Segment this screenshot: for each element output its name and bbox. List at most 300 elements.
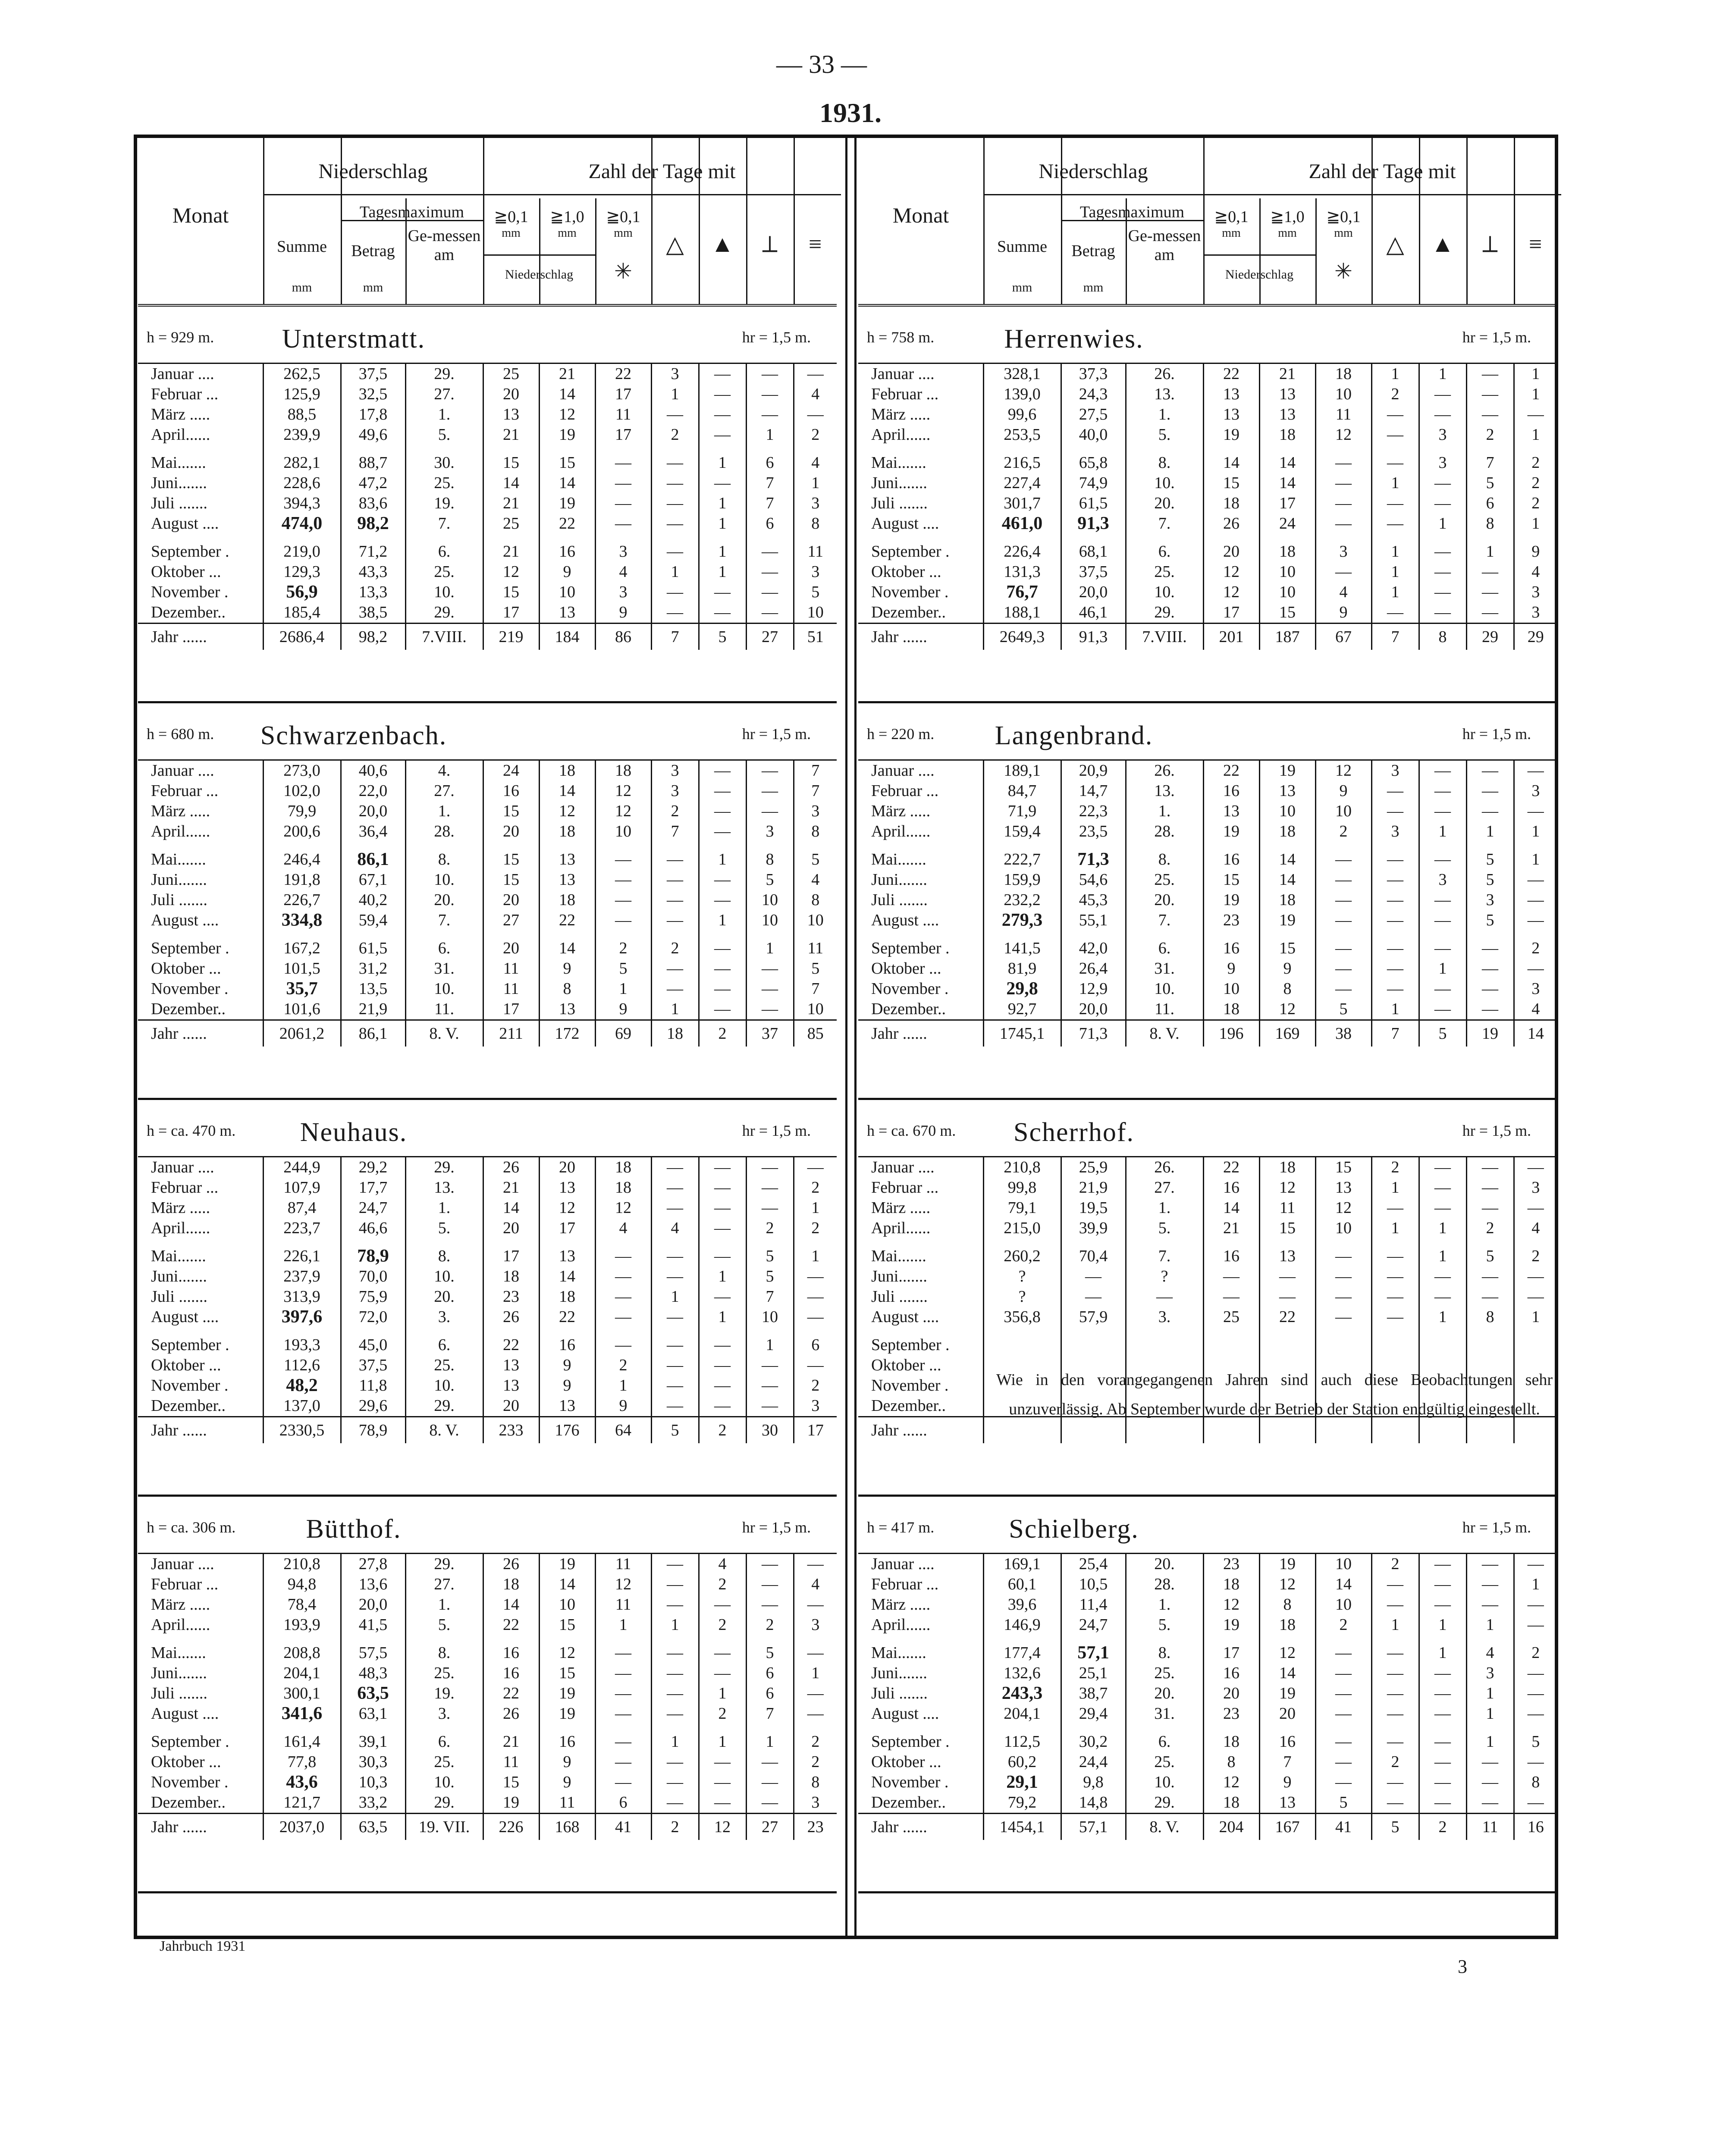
value-cell: 21: [1259, 364, 1315, 384]
value-cell: —: [1466, 364, 1514, 384]
value-cell: 22: [539, 1307, 595, 1327]
value-cell: [1466, 1327, 1514, 1355]
value-cell: 10: [1315, 1554, 1371, 1574]
value-cell: 29,6: [341, 1396, 405, 1417]
value-cell: 26.: [1126, 761, 1203, 781]
value-cell: 39,9: [1061, 1218, 1126, 1238]
ge01-label: ≧0,1: [1326, 208, 1361, 226]
value-cell: 9: [595, 602, 651, 624]
value-cell: 13: [1259, 781, 1315, 801]
value-cell: 94,8: [263, 1574, 341, 1595]
value-cell: 14: [483, 473, 539, 493]
month-cell: März .....: [871, 1595, 931, 1614]
month-cell: Oktober ...: [871, 563, 941, 581]
table-row: [858, 801, 1557, 821]
value-cell: 18: [1203, 493, 1259, 514]
value-cell: 12: [595, 1198, 651, 1218]
month-cell: April......: [151, 426, 210, 444]
value-cell: 5: [595, 959, 651, 979]
value-cell: 9: [1315, 781, 1371, 801]
value-cell: 146,9: [983, 1615, 1061, 1635]
value-cell: 227,4: [983, 473, 1061, 493]
value-cell: —: [1315, 1752, 1371, 1772]
station-header: [138, 307, 837, 364]
mm-label: mm: [1334, 226, 1353, 240]
table-row: [138, 1554, 837, 1574]
value-cell: —: [651, 1772, 699, 1792]
value-cell: —: [1371, 979, 1419, 999]
value-cell: 1: [1514, 1307, 1557, 1327]
value-cell: —: [595, 1266, 651, 1287]
value-cell: —: [1371, 1792, 1419, 1814]
value-cell: —: [1466, 404, 1514, 425]
value-cell: 18: [1259, 1157, 1315, 1178]
month-cell: Februar ...: [151, 1178, 219, 1197]
header-vline: [539, 198, 540, 304]
value-cell: —: [699, 1396, 746, 1417]
value-cell: 30: [746, 1417, 794, 1444]
value-cell: 4: [794, 1574, 837, 1595]
value-cell: 41: [1315, 1814, 1371, 1840]
value-cell: 1: [1371, 999, 1419, 1020]
value-cell: —: [1315, 842, 1371, 870]
value-cell: 1: [746, 1327, 794, 1355]
value-cell: 17: [794, 1417, 837, 1444]
value-cell: 22: [1259, 1307, 1315, 1327]
month-cell: November .: [151, 583, 229, 601]
month-cell: Februar ...: [871, 1178, 939, 1197]
value-cell: 4: [794, 445, 837, 473]
value-cell: 5: [746, 1266, 794, 1287]
value-cell: —: [1466, 1752, 1514, 1772]
niederschlag-small: Niederschlag: [1225, 267, 1294, 282]
table-row: [138, 404, 837, 425]
value-cell: 25,4: [1061, 1554, 1126, 1574]
ge10-label: ≧1,0: [1270, 208, 1305, 226]
value-cell: 20,0: [341, 1595, 405, 1615]
value-cell: —: [1203, 1287, 1259, 1307]
table-row: [858, 1663, 1557, 1683]
value-cell: 10.: [405, 979, 483, 999]
value-cell: —: [1419, 1724, 1466, 1752]
value-cell: 17: [595, 384, 651, 404]
value-cell: —: [651, 1635, 699, 1663]
value-cell: 8.: [405, 842, 483, 870]
value-cell: 29.: [405, 1792, 483, 1814]
value-cell: 3: [1371, 761, 1419, 781]
value-cell: —: [595, 842, 651, 870]
table-row: [858, 534, 1557, 562]
value-cell: 3: [746, 821, 794, 842]
value-cell: 18: [595, 1178, 651, 1198]
filled-triangle-icon: ▲: [1431, 231, 1454, 257]
month-cell: September .: [871, 542, 950, 561]
month-cell: Februar ...: [151, 385, 219, 403]
value-cell: 24: [1259, 514, 1315, 534]
value-cell: 12: [595, 1574, 651, 1595]
value-cell: 75,9: [341, 1287, 405, 1307]
value-cell: 18: [1259, 890, 1315, 910]
value-cell: 25: [483, 514, 539, 534]
value-cell: 23: [1203, 910, 1259, 931]
value-cell: 77,8: [263, 1752, 341, 1772]
value-cell: 137,0: [263, 1396, 341, 1417]
value-cell: 29.: [405, 1554, 483, 1574]
value-cell: 40,2: [341, 890, 405, 910]
value-cell: —: [595, 445, 651, 473]
value-cell: 11: [483, 1752, 539, 1772]
month-cell: Dezember..: [151, 1397, 226, 1415]
value-cell: 26: [483, 1157, 539, 1178]
value-cell: —: [699, 1355, 746, 1376]
value-cell: 22: [1203, 761, 1259, 781]
value-cell: 29,2: [341, 1157, 405, 1178]
value-cell: 16: [1203, 842, 1259, 870]
value-cell: 12: [1203, 562, 1259, 582]
value-cell: 8. V.: [405, 1020, 483, 1047]
value-cell: 16: [1203, 1178, 1259, 1198]
value-cell: 16: [483, 781, 539, 801]
value-cell: —: [651, 1355, 699, 1376]
value-cell: 76,7: [983, 582, 1061, 602]
value-cell: 1: [1466, 1704, 1514, 1724]
value-cell: 13: [539, 870, 595, 890]
value-cell: 1: [746, 425, 794, 445]
value-cell: 201: [1203, 624, 1259, 650]
value-cell: 11.: [405, 999, 483, 1020]
value-cell: —: [746, 761, 794, 781]
value-cell: 15: [483, 801, 539, 821]
value-cell: 6: [746, 1683, 794, 1704]
value-cell: 5: [1371, 1814, 1419, 1840]
value-cell: 112,6: [263, 1355, 341, 1376]
station-name: Schwarzenbach.: [260, 721, 447, 750]
fog-icon: ≡: [1528, 231, 1542, 257]
value-cell: —: [651, 1307, 699, 1327]
station-note: Wie in den vorangegangenen Jahren sind auch diese Beobachtungen sehr unzuverlässig. Ab September wurde der Betrieb der Station endgültig eingestellt.: [996, 1371, 1553, 1418]
value-cell: 2: [1514, 1635, 1557, 1663]
value-cell: 43,6: [263, 1772, 341, 1792]
value-cell: 3: [651, 781, 699, 801]
value-cell: —: [746, 1574, 794, 1595]
value-cell: 38,7: [1061, 1683, 1126, 1704]
value-cell: 1: [1419, 1307, 1466, 1327]
value-cell: 19: [1203, 425, 1259, 445]
value-cell: 223,7: [263, 1218, 341, 1238]
value-cell: 24: [483, 761, 539, 781]
table-row: [858, 624, 1557, 650]
value-cell: 33,2: [341, 1792, 405, 1814]
value-cell: 40,0: [1061, 425, 1126, 445]
value-cell: [1315, 1327, 1371, 1355]
value-cell: 2: [746, 1615, 794, 1635]
table-row: [858, 1814, 1557, 1840]
value-cell: 12: [1259, 1178, 1315, 1198]
value-cell: 2: [1466, 425, 1514, 445]
value-cell: —: [1371, 801, 1419, 821]
value-cell: 6.: [405, 931, 483, 959]
value-cell: 244,9: [263, 1157, 341, 1178]
value-cell: 15: [483, 870, 539, 890]
value-cell: 15: [1203, 870, 1259, 890]
table-row: [858, 999, 1557, 1020]
value-cell: 2: [699, 1417, 746, 1444]
value-cell: 1: [1514, 1574, 1557, 1595]
value-cell: 11: [794, 534, 837, 562]
value-cell: —: [746, 364, 794, 384]
value-cell: 29.: [405, 602, 483, 624]
value-cell: 341,6: [263, 1704, 341, 1724]
value-cell: —: [794, 1287, 837, 1307]
value-cell: 20,0: [341, 801, 405, 821]
value-cell: 14: [1514, 1020, 1557, 1047]
value-cell: —: [595, 870, 651, 890]
value-cell: 1: [1371, 534, 1419, 562]
value-cell: 25.: [1126, 1752, 1203, 1772]
value-cell: 1: [794, 1198, 837, 1218]
betrag-label: Betrag: [351, 242, 395, 260]
value-cell: 29.: [405, 1157, 483, 1178]
value-cell: —: [699, 999, 746, 1020]
value-cell: —: [651, 910, 699, 931]
value-cell: —: [1466, 562, 1514, 582]
table-row: [138, 1595, 837, 1615]
value-cell: 25.: [1126, 870, 1203, 890]
value-cell: 32,5: [341, 384, 405, 404]
value-cell: 4.: [405, 761, 483, 781]
value-cell: —: [1514, 404, 1557, 425]
value-cell: 253,5: [983, 425, 1061, 445]
value-cell: —: [651, 1574, 699, 1595]
value-cell: 20.: [1126, 890, 1203, 910]
table-row: [858, 1307, 1557, 1327]
month-cell: Januar ....: [151, 1555, 214, 1573]
value-cell: 61,5: [341, 931, 405, 959]
value-cell: 21: [483, 1724, 539, 1752]
value-cell: 10: [794, 602, 837, 624]
value-cell: 1: [1419, 1218, 1466, 1238]
table-row: [858, 821, 1557, 842]
month-cell: Mai.......: [871, 850, 926, 868]
value-cell: 43,3: [341, 562, 405, 582]
table-row: [138, 473, 837, 493]
value-cell: 2: [1315, 1615, 1371, 1635]
month-cell: Juni.......: [871, 1664, 927, 1682]
value-cell: 2330,5: [263, 1417, 341, 1444]
value-cell: 19: [539, 1683, 595, 1704]
value-cell: 1: [699, 1683, 746, 1704]
value-cell: —: [794, 1704, 837, 1724]
value-cell: 169: [1259, 1020, 1315, 1047]
value-cell: 10: [794, 910, 837, 931]
value-cell: 1: [1371, 1178, 1419, 1198]
value-cell: —: [1466, 1198, 1514, 1218]
month-cell: Dezember..: [871, 603, 946, 621]
value-cell: —: [1419, 1683, 1466, 1704]
value-cell: 26: [483, 1307, 539, 1327]
value-cell: 5: [1466, 910, 1514, 931]
value-cell: 10: [746, 1307, 794, 1327]
value-cell: —: [1514, 1663, 1557, 1683]
summe-label: Summe: [997, 238, 1048, 256]
value-cell: —: [1315, 979, 1371, 999]
value-cell: 8: [1259, 979, 1315, 999]
value-cell: —: [746, 1772, 794, 1792]
value-cell: 193,9: [263, 1615, 341, 1635]
value-cell: 107,9: [263, 1178, 341, 1198]
value-cell: 13: [1203, 384, 1259, 404]
month-cell: Oktober ...: [151, 1356, 221, 1374]
table-row: [138, 1574, 837, 1595]
value-cell: 216,5: [983, 445, 1061, 473]
value-cell: 1: [1466, 1683, 1514, 1704]
value-cell: —: [651, 1157, 699, 1178]
value-cell: —: [1514, 1266, 1557, 1287]
header-vline: [1126, 198, 1127, 304]
value-cell: 226,4: [983, 534, 1061, 562]
value-cell: —: [651, 890, 699, 910]
table-row: [138, 1752, 837, 1772]
value-cell: 9: [539, 959, 595, 979]
value-cell: 1: [1371, 473, 1419, 493]
value-cell: 1: [1419, 1615, 1466, 1635]
value-cell: 4: [1514, 562, 1557, 582]
value-cell: 204,1: [983, 1704, 1061, 1724]
header-hline: [1061, 220, 1203, 221]
value-cell: —: [1419, 1198, 1466, 1218]
value-cell: —: [651, 1663, 699, 1683]
value-cell: —: [1466, 1574, 1514, 1595]
value-cell: 20.: [405, 1287, 483, 1307]
table-row: [138, 842, 837, 870]
table-row: [858, 425, 1557, 445]
value-cell: 19: [483, 1792, 539, 1814]
month-cell: September .: [151, 542, 229, 561]
value-cell: —: [1371, 1635, 1419, 1663]
gemessen-label: Ge-messen am: [1128, 227, 1201, 264]
value-cell: —: [699, 979, 746, 999]
month-cell: April......: [871, 822, 931, 840]
table-row: [138, 493, 837, 514]
table-row: [858, 1198, 1557, 1218]
value-cell: 13.: [1126, 384, 1203, 404]
value-cell: 18: [1315, 364, 1371, 384]
value-cell: —: [1466, 1287, 1514, 1307]
table-row: [858, 364, 1557, 384]
table-row: [138, 979, 837, 999]
value-cell: —: [651, 1792, 699, 1814]
value-cell: 15: [1203, 473, 1259, 493]
value-cell: 31,2: [341, 959, 405, 979]
value-cell: 1: [1371, 364, 1419, 384]
value-cell: 2: [1514, 931, 1557, 959]
value-cell: 14: [483, 1198, 539, 1218]
ge01-label: ≧0,1: [1214, 208, 1249, 226]
table-row: [858, 1752, 1557, 1772]
value-cell: 10: [1259, 801, 1315, 821]
value-cell: —: [699, 1327, 746, 1355]
month-cell: Juni.......: [871, 474, 927, 492]
value-cell: 57,1: [1061, 1814, 1126, 1840]
value-cell: 10: [595, 821, 651, 842]
value-cell: 8: [1466, 514, 1514, 534]
value-cell: 219: [483, 624, 539, 650]
value-cell: 64: [595, 1417, 651, 1444]
value-cell: 1: [1514, 821, 1557, 842]
value-cell: —: [699, 602, 746, 624]
value-cell: 17: [483, 999, 539, 1020]
value-cell: 2: [1419, 1814, 1466, 1840]
value-cell: —: [651, 1198, 699, 1218]
value-cell: 16: [1203, 1663, 1259, 1683]
value-cell: 6: [794, 1327, 837, 1355]
value-cell: —: [746, 1178, 794, 1198]
value-cell: 11: [483, 959, 539, 979]
value-cell: 11.: [1126, 999, 1203, 1020]
value-cell: 11: [595, 1554, 651, 1574]
table-row: [138, 959, 837, 979]
value-cell: 3: [1315, 534, 1371, 562]
value-cell: 172: [539, 1020, 595, 1047]
value-cell: 232,2: [983, 890, 1061, 910]
value-cell: 7.: [405, 910, 483, 931]
value-cell: 131,3: [983, 562, 1061, 582]
value-cell: —: [1466, 959, 1514, 979]
monat-label: Monat: [172, 203, 229, 227]
value-cell: 23,5: [1061, 821, 1126, 842]
value-cell: 1745,1: [983, 1020, 1061, 1047]
value-cell: 19.: [405, 1683, 483, 1704]
value-cell: 5: [1466, 842, 1514, 870]
value-cell: 461,0: [983, 514, 1061, 534]
station-hr: hr = 1,5 m.: [742, 329, 811, 346]
month-cell: Oktober ...: [151, 1753, 221, 1771]
value-cell: 12: [1315, 425, 1371, 445]
value-cell: 2: [1371, 1752, 1419, 1772]
station-block: [138, 703, 837, 1100]
header-hline: [1203, 254, 1315, 256]
value-cell: 1.: [405, 1198, 483, 1218]
value-cell: —: [1126, 1287, 1203, 1307]
value-cell: 5.: [1126, 1218, 1203, 1238]
value-cell: 11: [794, 931, 837, 959]
value-cell: 10: [1259, 582, 1315, 602]
value-cell: 5: [1466, 870, 1514, 890]
table-row: [138, 1724, 837, 1752]
value-cell: 70,4: [1061, 1238, 1126, 1266]
value-cell: 20,9: [1061, 761, 1126, 781]
header-vline: [746, 138, 747, 304]
value-cell: 37,5: [341, 1355, 405, 1376]
value-cell: 1: [699, 445, 746, 473]
value-cell: 27: [746, 1814, 794, 1840]
value-cell: —: [1371, 1663, 1419, 1683]
value-cell: 12: [539, 801, 595, 821]
value-cell: 159,9: [983, 870, 1061, 890]
header-vline: [699, 138, 700, 304]
value-cell: 2: [699, 1020, 746, 1047]
value-cell: 1: [651, 1287, 699, 1307]
value-cell: 63,5: [341, 1814, 405, 1840]
month-cell: November .: [151, 980, 229, 998]
value-cell: ?: [983, 1287, 1061, 1307]
table-row: [138, 425, 837, 445]
value-cell: 11,8: [341, 1376, 405, 1396]
value-cell: 18: [539, 1287, 595, 1307]
value-cell: 7: [651, 821, 699, 842]
value-cell: —: [699, 1178, 746, 1198]
header-vline: [263, 138, 264, 304]
